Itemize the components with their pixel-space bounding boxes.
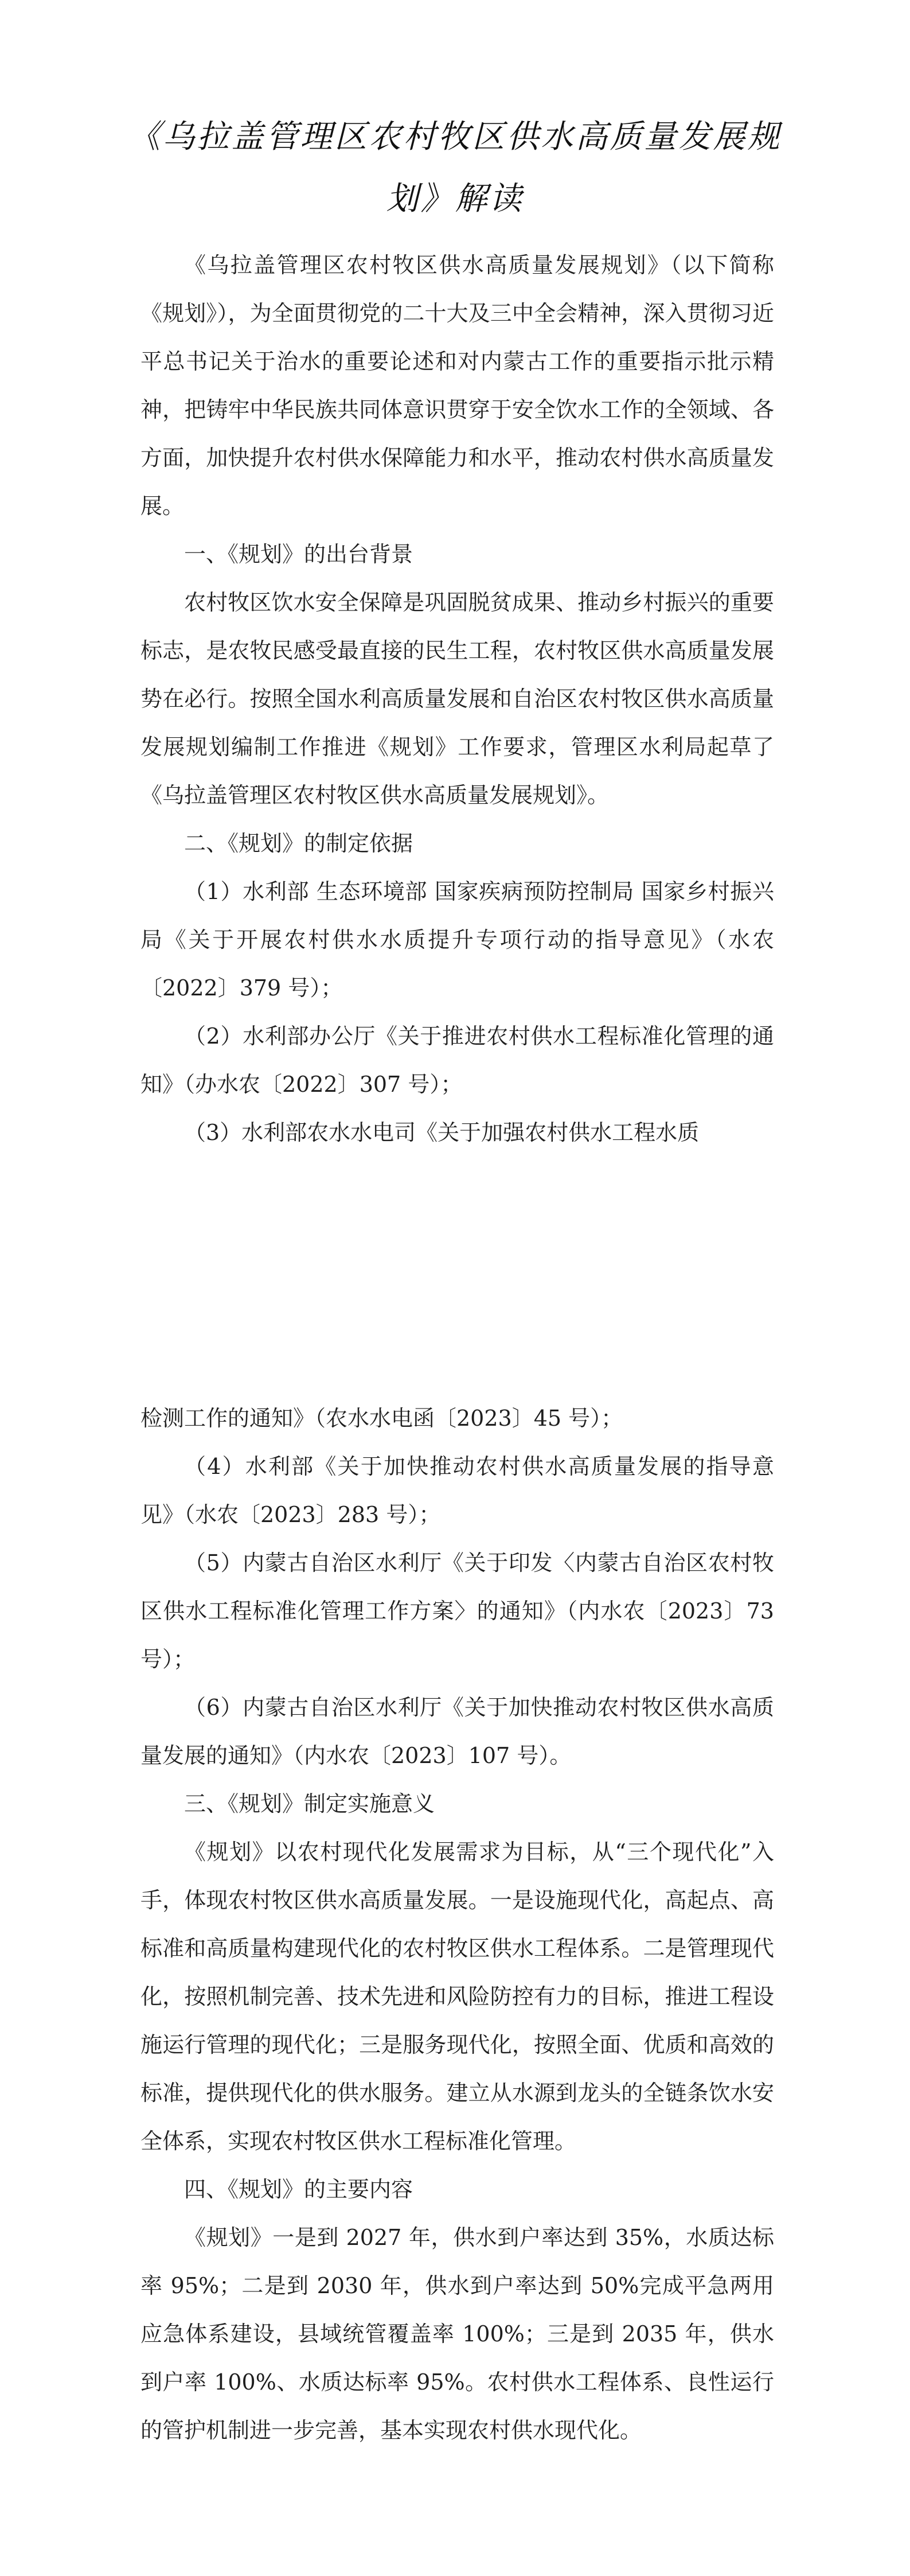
document-title: 《乌拉盖管理区农村牧区供水高质量发展规划》解读 xyxy=(128,118,782,217)
basis-item-6: （6）内蒙古自治区水利厅《关于加快推动农村牧区供水高质量发展的通知》（内水农〔2023〕107 号）。 xyxy=(140,1695,774,1768)
basis-item-3-end: 检测工作的通知》（农水水电函〔2023〕45 号）； xyxy=(140,1406,623,1431)
section-heading-significance: 三、《规划》制定实施意义 xyxy=(184,1791,435,1816)
basis-item-2: （2）水利部办公厅《关于推进农村供水工程标准化管理的通知》（办水农〔2022〕307 号）； xyxy=(140,1024,774,1097)
document-body-part-1 xyxy=(140,241,774,1157)
basis-item-3-start: （3）水利部农水水电司《关于加强农村供水工程水质 xyxy=(184,1120,700,1145)
section-heading-basis: 二、《规划》的制定依据 xyxy=(184,831,413,856)
significance-paragraph: 《规划》以农村现代化发展需求为目标，从“三个现代化”入手，体现农村牧区供水高质量发展。一是设施现代化，高起点、高标准和高质量构建现代化的农村牧区供水工程体系。二是管理现代化，按照机制完善、技术先进和风险防控有力的目标，推进工程设施运行管理的现代化；三是服务现代化，按照全面、优质和高效的标准，提供现代化的供水服务。建立从水源到龙头的全链条饮水安全体系，实现农村牧区供水工程标准化管理。 xyxy=(140,1839,774,2154)
basis-item-1: （1）水利部 生态环境部 国家疾病预防控制局 国家乡村振兴局《关于开展农村供水水质提升专项行动的指导意见》（水农〔2022〕379 号）； xyxy=(140,879,774,1001)
section-heading-background: 一、《规划》的出台背景 xyxy=(184,542,413,567)
document-body-part-2 xyxy=(140,1394,774,2454)
intro-paragraph: 《乌拉盖管理区农村牧区供水高质量发展规划》（以下简称《规划》），为全面贯彻党的二十大及三中全会精神，深入贯彻习近平总书记关于治水的重要论述和对内蒙古工作的重要指示批示精神，把铸牢中华民族共同体意识贯穿于安全饮水工作的全领域、各方面，加快提升农村供水保障能力和水平，推动农村供水高质量发展。 xyxy=(140,252,774,519)
section-heading-content: 四、《规划》的主要内容 xyxy=(184,2177,413,2202)
basis-item-5: （5）内蒙古自治区水利厅《关于印发〈内蒙古自治区农村牧区供水工程标准化管理工作方案〉的通知》（内水农〔2023〕73 号）； xyxy=(140,1550,774,1672)
content-paragraph: 《规划》一是到 2027 年，供水到户率达到 35%，水质达标率 95%；二是到 2030 年，供水到户率达到 50%完成平急两用应急体系建设，县域统管覆盖率 100%；三是到 2035 年，供水到户率 100%、水质达标率 95%。农村供水工程体系、良性运行的管护机制进一步完善，基本实现农村供水现代化。 xyxy=(140,2225,774,2443)
background-paragraph: 农村牧区饮水安全保障是巩固脱贫成果、推动乡村振兴的重要标志，是农牧民感受最直接的民生工程，农村牧区供水高质量发展势在必行。按照全国水利高质量发展和自治区农村牧区供水高质量发展规划编制工作推进《规划》工作要求，管理区水利局起草了《乌拉盖管理区农村牧区供水高质量发展规划》。 xyxy=(140,590,774,808)
basis-item-4: （4）水利部《关于加快推动农村供水高质量发展的指导意见》（水农〔2023〕283 号）； xyxy=(140,1454,774,1527)
